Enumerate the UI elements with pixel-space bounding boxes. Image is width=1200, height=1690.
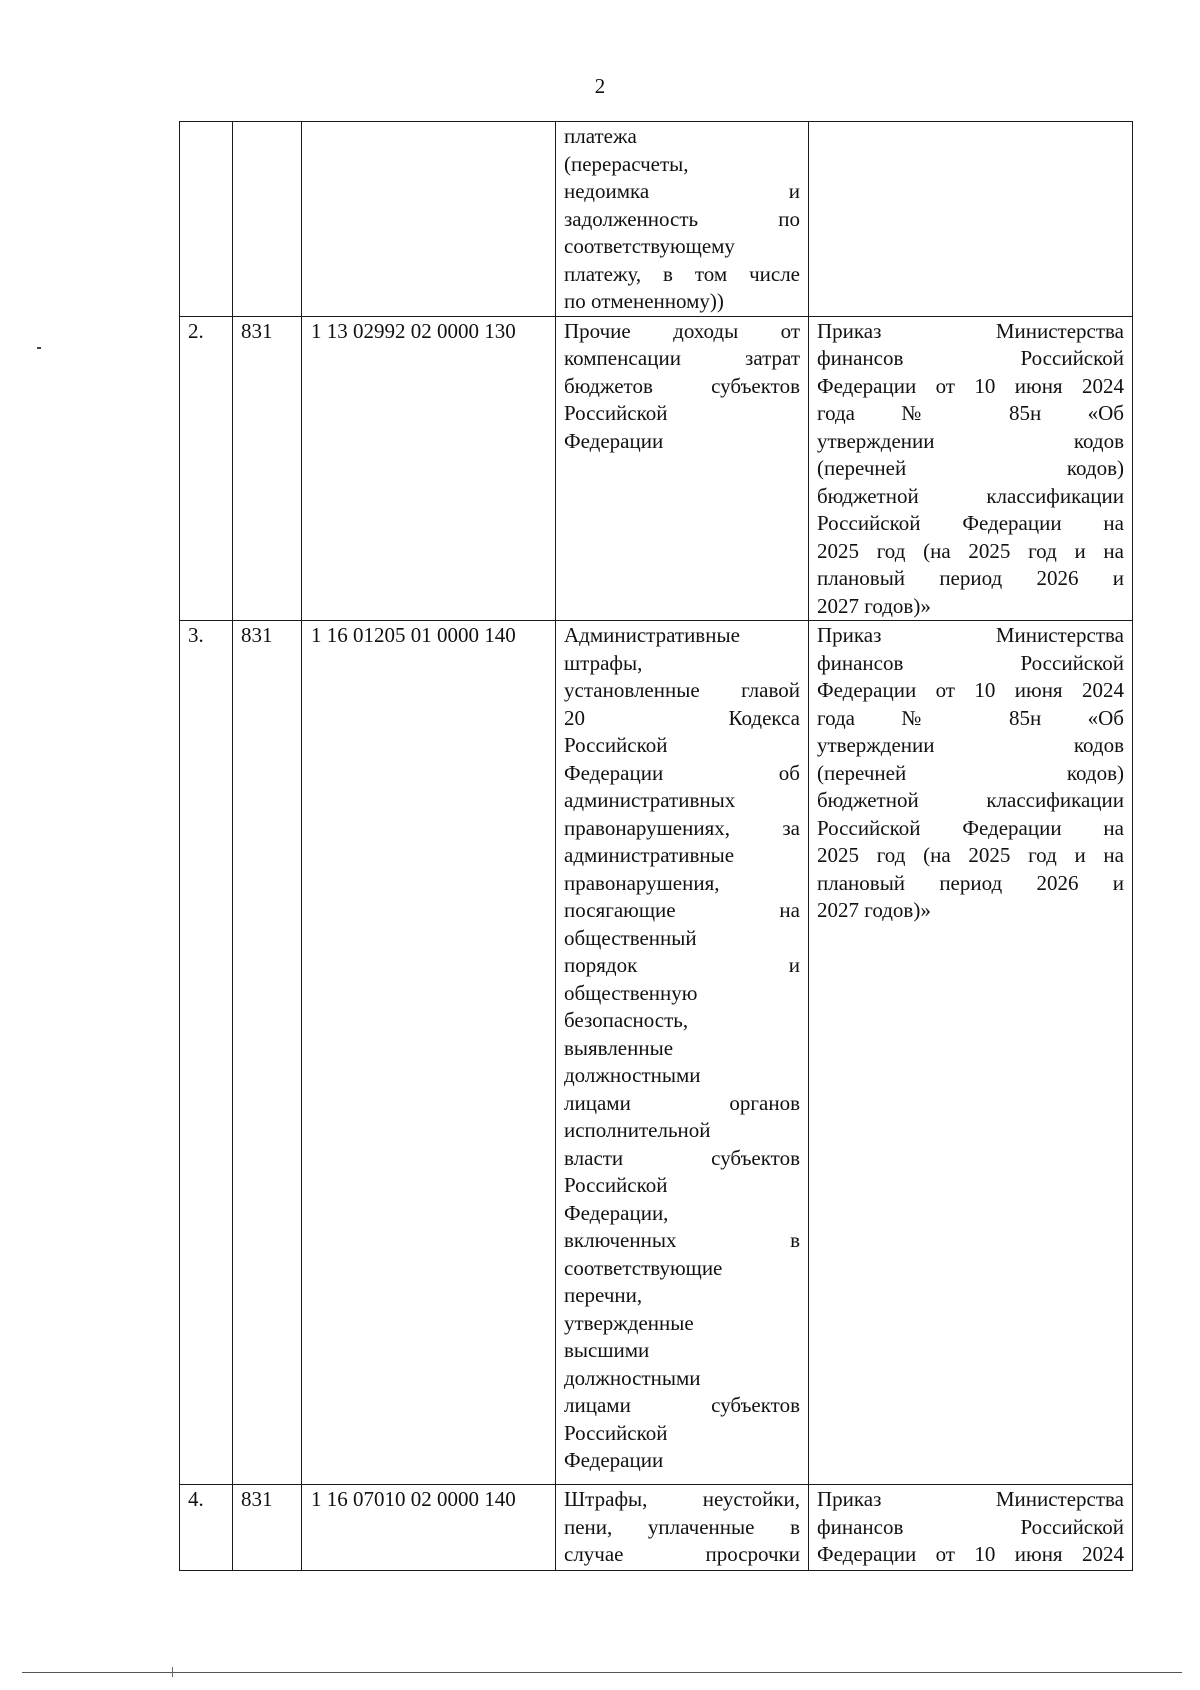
admin-code-cell [233, 122, 302, 317]
text-line: Российской [564, 401, 668, 425]
text-line: утвержденные [564, 1310, 694, 1335]
text-line: (перерасчеты, [564, 151, 689, 176]
text-line: бюджетной классификации [817, 788, 1124, 812]
text-line: Федерации об [564, 760, 800, 785]
text-line: финансов Российской [817, 1514, 1124, 1539]
text-line: финансов Российской [817, 650, 1124, 675]
text-line: Российской [564, 733, 668, 757]
text-line: высшими [564, 1338, 650, 1362]
legal-act-text [817, 622, 1124, 925]
revenue-name-cell [556, 621, 809, 1485]
text-line: порядок и [564, 953, 800, 977]
text-line: лицами субъектов [564, 1393, 800, 1417]
table-row [180, 621, 1133, 1485]
text-line: платежа [564, 124, 637, 148]
kbk-code-cell: 1 16 07010 02 0000 140 [302, 1485, 556, 1571]
text-line: Российской Федерации на [817, 511, 1124, 535]
text-line: Федерации [564, 428, 664, 453]
row-number-cell: 3. [180, 621, 233, 1485]
row-number-cell [180, 122, 233, 317]
legal-act-text [817, 318, 1124, 621]
row-number-cell: 2. [180, 316, 233, 621]
text-line: плановый период 2026 и [817, 566, 1124, 590]
text-line: платежу, в том числе [564, 261, 800, 286]
revenue-name-text [564, 622, 800, 1475]
scan-speck [37, 347, 41, 349]
legal-act-cell [809, 1485, 1133, 1571]
text-line: Российской Федерации на [817, 815, 1124, 840]
text-line: 2027 годов)» [817, 593, 931, 618]
text-line: выявленные [564, 1035, 674, 1060]
text-line: безопасность, [564, 1008, 689, 1032]
text-line: случае просрочки [564, 1542, 800, 1566]
text-line: задолженность по [564, 206, 800, 231]
text-line: 20 Кодекса [564, 705, 800, 730]
text-line: Федерации от 10 июня 2024 [817, 1542, 1124, 1566]
revenue-name-text [564, 318, 800, 456]
text-line: 2025 год (на 2025 год и на [817, 538, 1124, 563]
table-row [180, 1485, 1133, 1571]
text-line: должностными [564, 1365, 701, 1390]
legal-act-cell [809, 621, 1133, 1485]
text-line: утверждении кодов [817, 733, 1124, 757]
text-line: административных [564, 788, 736, 812]
revenue-name-text [564, 123, 800, 316]
text-line: установленные главой [564, 678, 800, 702]
text-line: Федерации, [564, 1200, 669, 1225]
legal-act-cell [809, 122, 1133, 317]
text-line: Административные [564, 623, 740, 647]
kbk-code-cell: 1 13 02992 02 0000 130 [302, 316, 556, 621]
text-line: Прочие доходы от [564, 318, 800, 343]
text-line: (перечней кодов) [817, 456, 1124, 480]
admin-code-cell: 831 [233, 1485, 302, 1571]
text-line: бюджетов субъектов [564, 373, 800, 398]
legal-act-cell [809, 316, 1133, 621]
text-line: (перечней кодов) [817, 760, 1124, 785]
admin-code-cell: 831 [233, 316, 302, 621]
revenue-name-cell [556, 1485, 809, 1571]
text-line: года № 85н «Об [817, 705, 1124, 730]
row-number-cell: 4. [180, 1485, 233, 1571]
text-line: 2025 год (на 2025 год и на [817, 843, 1124, 867]
kbk-code-cell: 1 16 01205 01 0000 140 [302, 621, 556, 1485]
revenue-name-cell [556, 122, 809, 317]
text-line: Приказ Министерства [817, 318, 1124, 343]
text-line: общественную [564, 980, 698, 1005]
text-line: Федерации [564, 1448, 664, 1472]
text-line: утверждении кодов [817, 428, 1124, 453]
text-line: штрафы, [564, 650, 643, 675]
text-line: Российской [564, 1420, 668, 1445]
admin-code-cell: 831 [233, 621, 302, 1485]
text-line: включенных в [564, 1228, 800, 1252]
table-row [180, 122, 1133, 317]
text-line: административные [564, 843, 735, 867]
text-line: перечни, [564, 1283, 643, 1307]
text-line: бюджетной классификации [817, 483, 1124, 508]
text-line: соответствующие [564, 1255, 723, 1280]
page-bottom-tick [172, 1667, 173, 1677]
kbk-code-cell [302, 122, 556, 317]
text-line: должностными [564, 1063, 701, 1087]
text-line: плановый период 2026 и [817, 870, 1124, 895]
text-line: финансов Российской [817, 346, 1124, 370]
page-number: 2 [594, 74, 606, 98]
text-line: власти субъектов [564, 1145, 800, 1170]
text-line: Штрафы, неустойки, [564, 1487, 800, 1511]
text-line: Федерации от 10 июня 2024 [817, 373, 1124, 398]
text-line: года № 85н «Об [817, 401, 1124, 425]
legal-act-text [817, 1486, 1124, 1569]
text-line: соответствующему [564, 234, 735, 258]
text-line: исполнительной [564, 1118, 711, 1142]
text-line: общественный [564, 925, 697, 950]
table-row [180, 316, 1133, 621]
text-line: 2027 годов)» [817, 898, 931, 922]
text-line: правонарушениях, за [564, 815, 800, 840]
text-line: Федерации от 10 июня 2024 [817, 678, 1124, 702]
revenue-name-text [564, 1486, 800, 1569]
text-line: лицами органов [564, 1090, 800, 1115]
text-line: по отмененному)) [564, 289, 724, 313]
page-bottom-rule [22, 1672, 1182, 1673]
text-line: компенсации затрат [564, 346, 800, 370]
text-line: Приказ Министерства [817, 1487, 1124, 1511]
revenue-name-cell [556, 316, 809, 621]
text-line: Российской [564, 1173, 668, 1197]
kbk-table [179, 121, 1133, 1571]
text-line: Приказ Министерства [817, 623, 1124, 647]
text-line: недоимка и [564, 179, 800, 203]
text-line: правонарушения, [564, 870, 720, 895]
text-line: посягающие на [564, 898, 800, 922]
text-line: пени, уплаченные в [564, 1514, 800, 1539]
